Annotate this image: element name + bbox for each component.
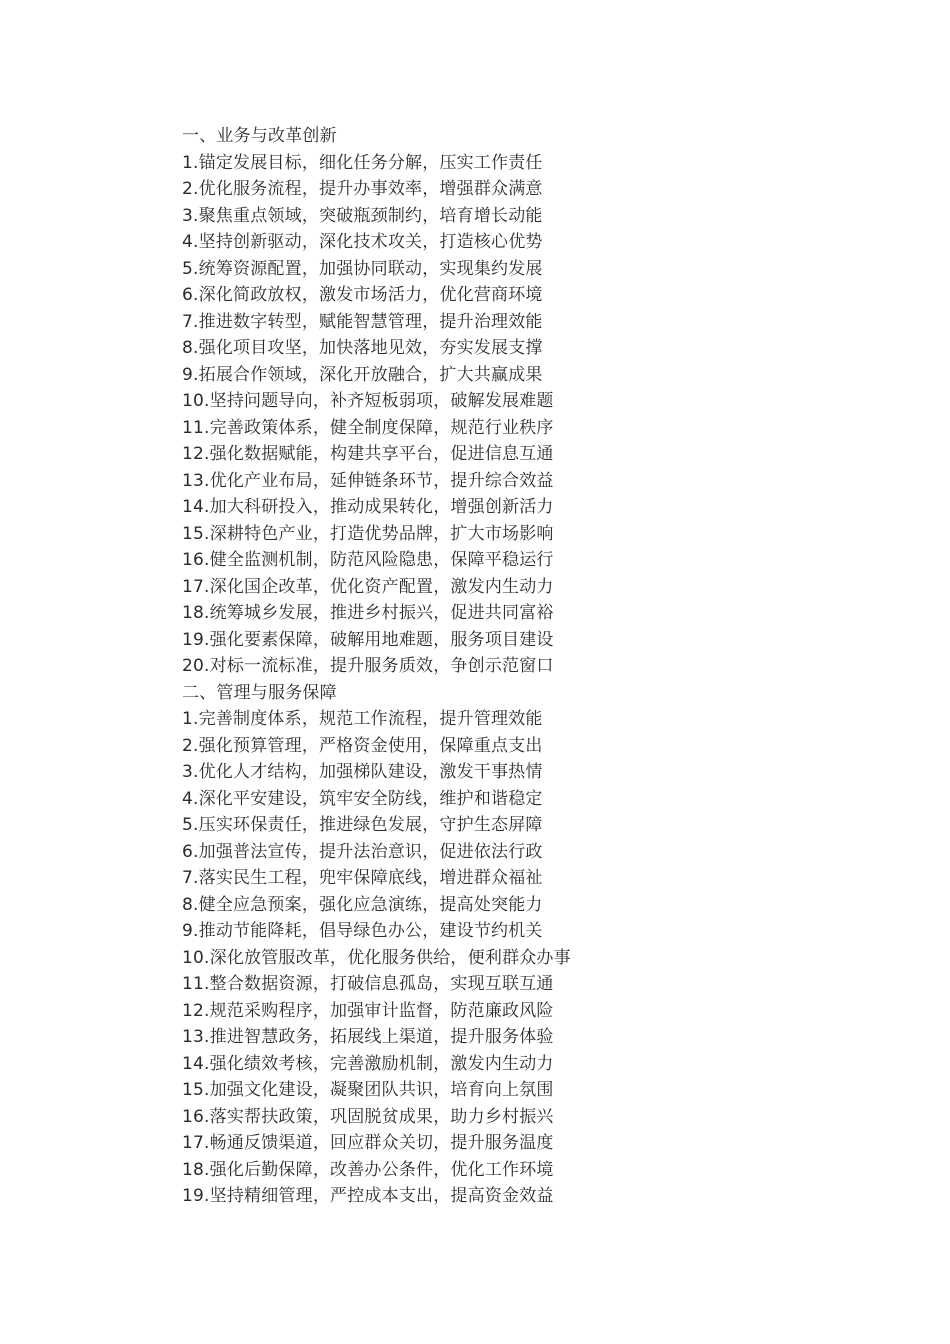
list-item: 12.规范采购程序，加强审计监督，防范廉政风险 — [182, 1000, 554, 1021]
list-item: 14.加大科研投入，推动成果转化，增强创新活力 — [182, 497, 554, 517]
list-item: 7.落实民生工程，兜牢保障底线，增进群众福祉 — [182, 868, 543, 888]
list-item: 12.强化数据赋能，构建共享平台，促进信息互通 — [182, 444, 554, 464]
list-item: 4.坚持创新驱动，深化技术攻关，打造核心优势 — [182, 232, 543, 252]
document-body — [182, 123, 922, 1210]
list-item: 2.强化预算管理，严格资金使用，保障重点支出 — [182, 735, 543, 756]
list-item: 3.优化人才结构，加强梯队建设，激发干事热情 — [182, 762, 543, 782]
list-item: 7.推进数字转型，赋能智慧管理，提升治理效能 — [182, 311, 543, 332]
list-item: 4.深化平安建设，筑牢安全防线，维护和谐稳定 — [182, 788, 543, 809]
list-item: 13.优化产业布局，延伸链条环节，提升综合效益 — [182, 470, 554, 491]
section-heading-management: 二、管理与服务保障 — [182, 682, 337, 703]
list-item: 13.推进智慧政务，拓展线上渠道，提升服务体验 — [182, 1027, 554, 1047]
list-item: 5.统筹资源配置，加强协同联动，实现集约发展 — [182, 258, 543, 279]
list-item: 6.深化简政放权，激发市场活力，优化营商环境 — [182, 285, 543, 305]
section-heading-business: 一、业务与改革创新 — [182, 126, 337, 146]
list-item: 17.深化国企改革，优化资产配置，激发内生动力 — [182, 576, 554, 597]
list-item: 9.推动节能降耗，倡导绿色办公，建设节约机关 — [182, 921, 543, 941]
list-item: 3.聚焦重点领域，突破瓶颈制约，培育增长动能 — [182, 205, 543, 226]
list-item: 9.拓展合作领域，深化开放融合，扩大共赢成果 — [182, 364, 543, 385]
list-item: 1.锚定发展目标，细化任务分解，压实工作责任 — [182, 152, 543, 173]
list-item: 14.强化绩效考核，完善激励机制，激发内生动力 — [182, 1053, 554, 1074]
list-item: 15.深耕特色产业，打造优势品牌，扩大市场影响 — [182, 523, 554, 544]
list-item: 18.统筹城乡发展，推进乡村振兴，促进共同富裕 — [182, 603, 554, 623]
list-item: 2.优化服务流程，提升办事效率，增强群众满意 — [182, 179, 543, 199]
list-item: 19.坚持精细管理，严控成本支出，提高资金效益 — [182, 1186, 554, 1206]
list-item: 16.落实帮扶政策，巩固脱贫成果，助力乡村振兴 — [182, 1106, 554, 1127]
list-item: 10.深化放管服改革，优化服务供给，便利群众办事 — [182, 947, 571, 968]
list-item: 5.压实环保责任，推进绿色发展，守护生态屏障 — [182, 815, 543, 835]
list-item: 15.加强文化建设，凝聚团队共识，培育向上氛围 — [182, 1080, 554, 1100]
list-item: 6.加强普法宣传，提升法治意识，促进依法行政 — [182, 841, 543, 862]
list-item: 11.完善政策体系，健全制度保障，规范行业秩序 — [182, 417, 554, 438]
list-item: 1.完善制度体系，规范工作流程，提升管理效能 — [182, 709, 543, 729]
list-item: 11.整合数据资源，打破信息孤岛，实现互联互通 — [182, 974, 554, 994]
list-item: 16.健全监测机制，防范风险隐患，保障平稳运行 — [182, 550, 554, 570]
list-item: 18.强化后勤保障，改善办公条件，优化工作环境 — [182, 1159, 554, 1180]
list-item: 17.畅通反馈渠道，回应群众关切，提升服务温度 — [182, 1133, 554, 1153]
list-item: 20.对标一流标准，提升服务质效，争创示范窗口 — [182, 656, 554, 676]
list-item: 8.健全应急预案，强化应急演练，提高处突能力 — [182, 894, 543, 915]
list-item: 10.坚持问题导向，补齐短板弱项，破解发展难题 — [182, 391, 554, 411]
list-item: 19.强化要素保障，破解用地难题，服务项目建设 — [182, 629, 554, 650]
list-item: 8.强化项目攻坚，加快落地见效，夯实发展支撑 — [182, 338, 543, 358]
